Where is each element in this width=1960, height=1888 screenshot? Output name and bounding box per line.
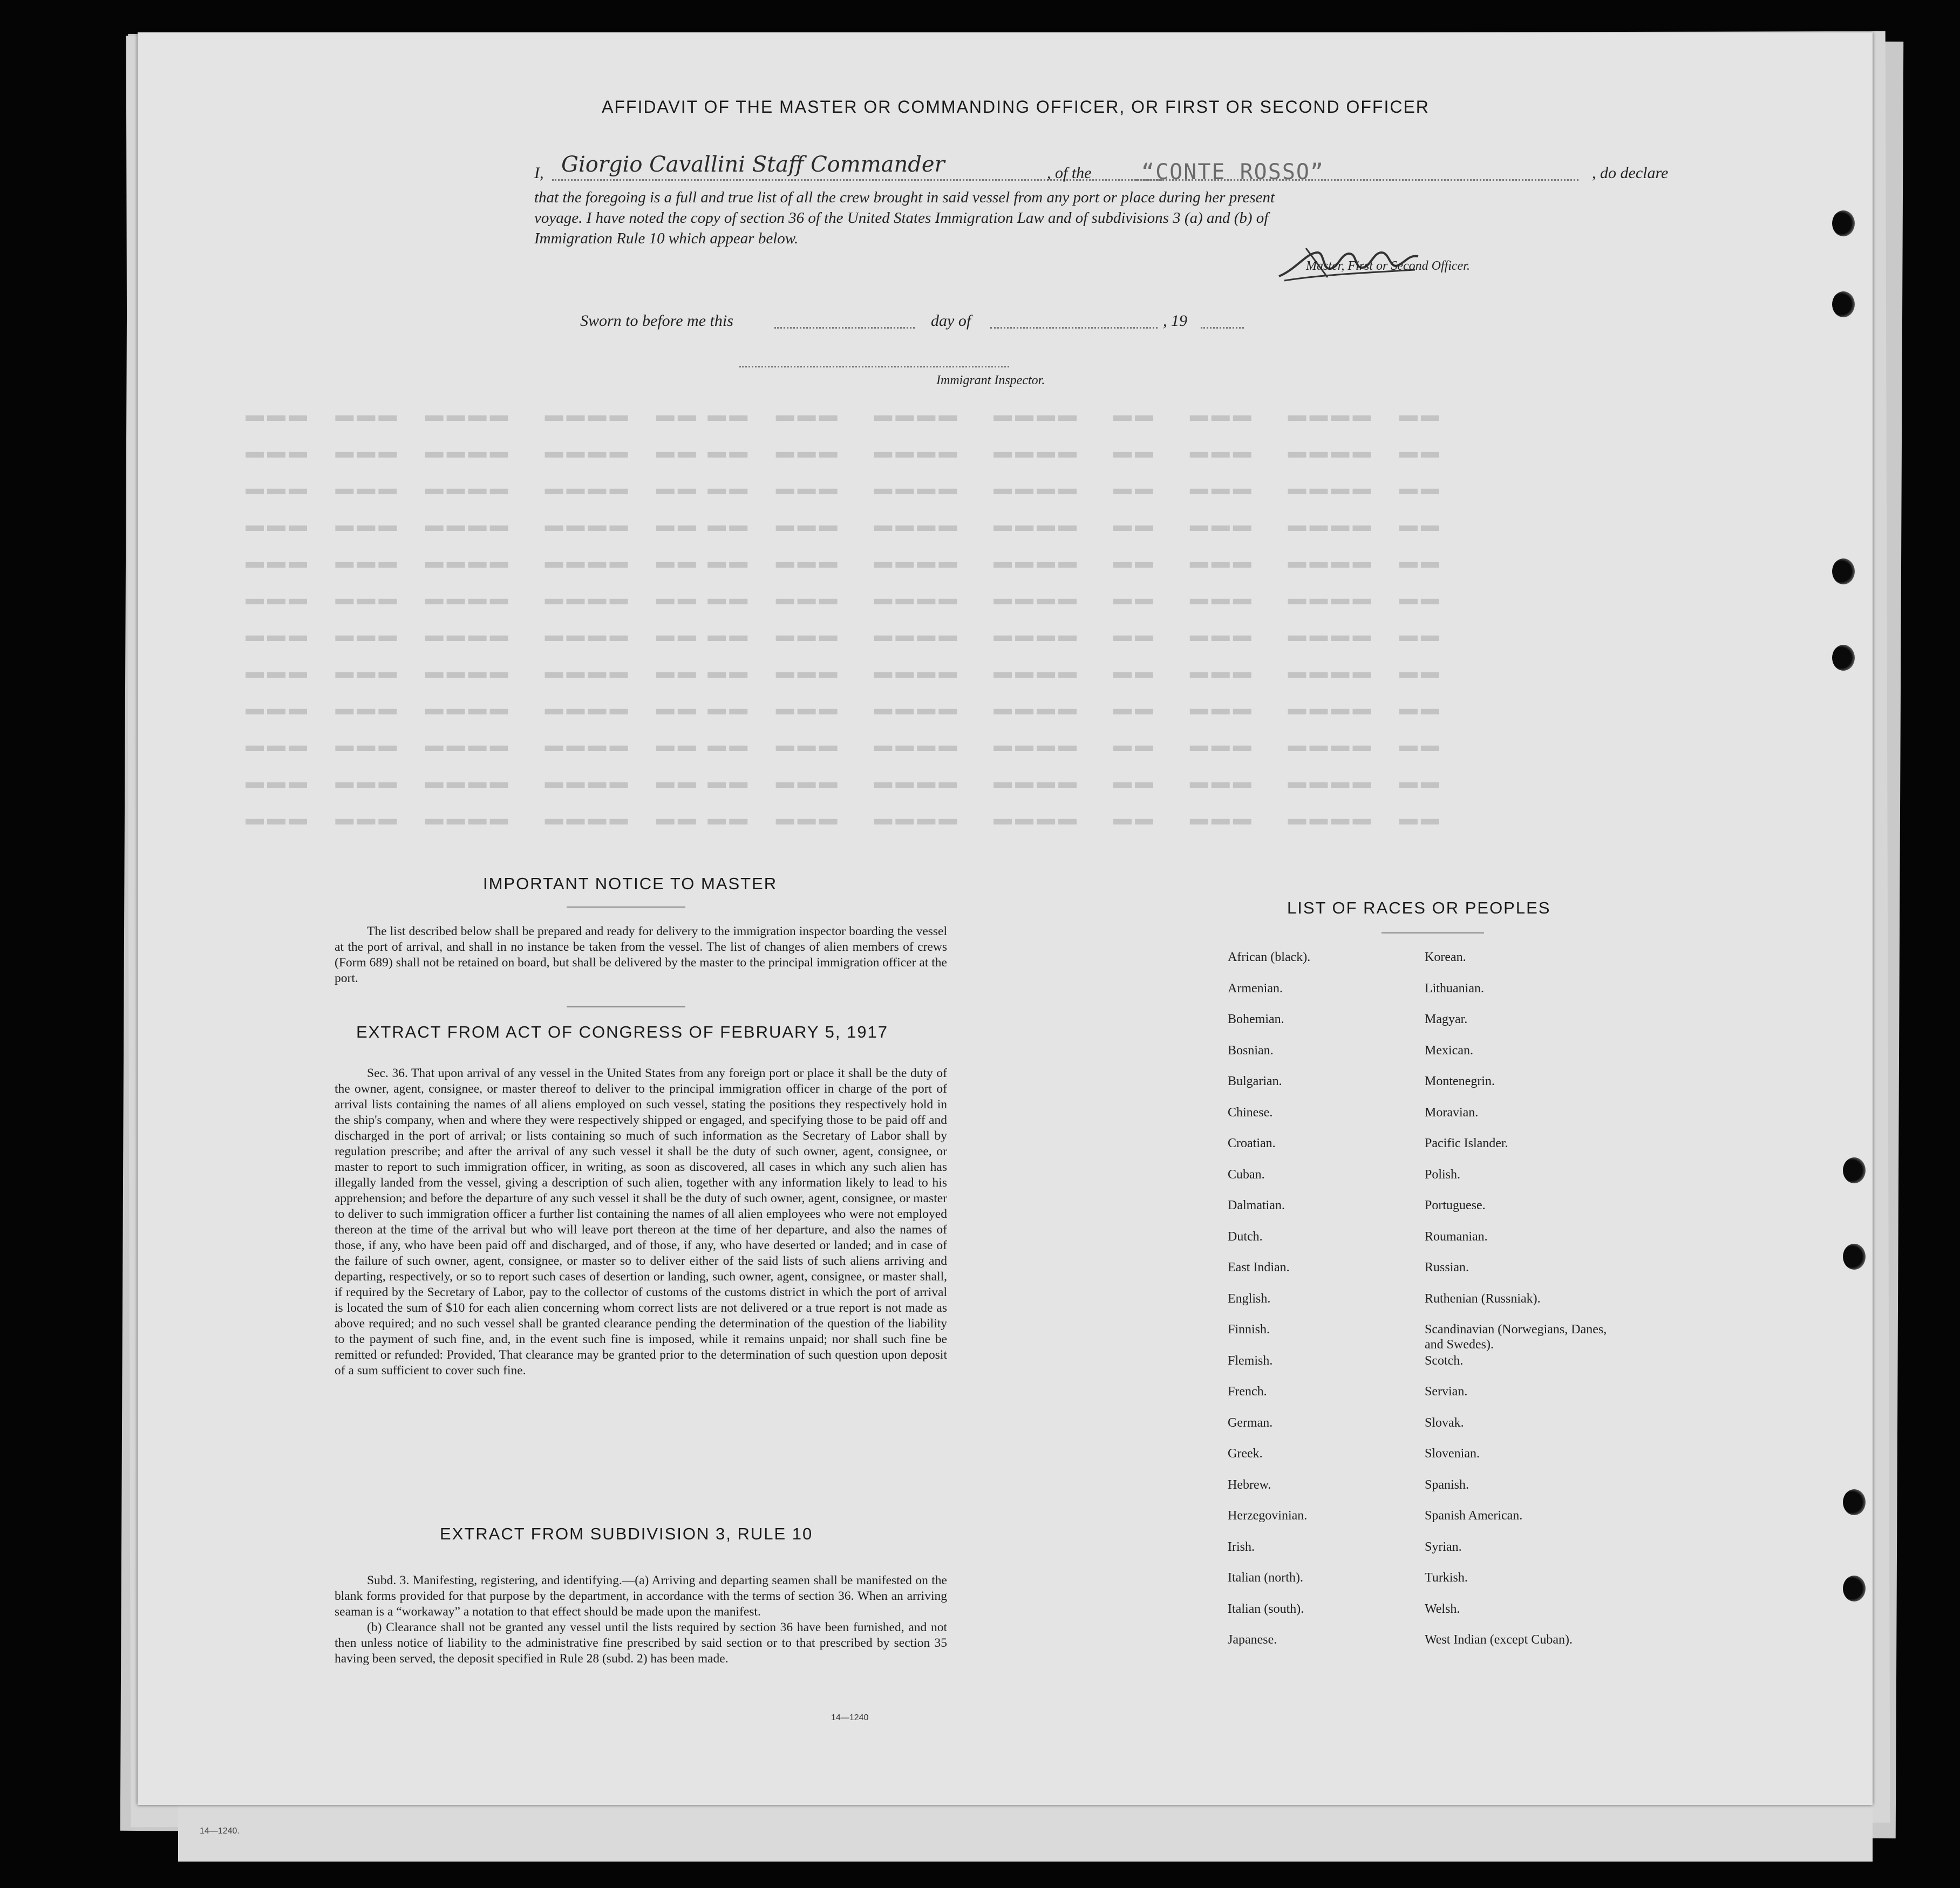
race-item: Herzegovinian. <box>1228 1509 1308 1523</box>
race-item: East Indian. <box>1228 1260 1290 1274</box>
section-36-paragraph: Sec. 36. That upon arrival of any vessel in the United States from any foreign port or place it shall be the duty of the owner, agent, consignee, or master thereof to deliver to the principal immigration officer in charge of the port of arrival lists containing the names of all aliens employed on such vessel, stating the positions they respectively hold in the ship's company, when and where they were respectively shipped or engaged, and specifying those to be paid off and discharged in the port of arrival; or lists containing so much of such information as the Secretary of Labor shall by regulation prescribe; and after the arrival of any such vessel it shall be the duty of such owner, agent, consignee, or master to report to such immigration officer, in writing, as soon as discovered, all cases in which any such alien has illegally landed from the vessel, giving a description of such alien, together with any information likely to lead to his apprehension; and before the departure of any such vessel it shall be the duty of such owner, agent, consignee, or master to deliver to such immigration officer a further list containing the names of all alien employees who were not employed thereon at the time of the arrival but who will leave port thereon at the time of her departure, and also the names of those, if any, who have been paid off and discharged, and of those, if any, who have deserted or landed; and in case of the failure of such owner, agent, consignee, or master so to deliver either of the said lists of such aliens arriving and departing, respectively, or so to report such cases of desertion or landing, such owner, agent, consignee, or master shall, if required by the Secretary of Labor, pay to the collector of customs of the customs district in which the port of arrival is located the sum of $10 for each alien concerning whom correct lists are not delivered or a true report is not made as above required; and no such vessel shall be granted clearance pending the determination of the question of the liability to the payment of such fine, and, in the event such fine is imposed, while it remains unpaid; nor shall such fine be remitted or refunded: Provided, That clearance may be granted prior to the determination of such question upon deposit of a sum sufficient to cover such fine. <box>335 1066 947 1378</box>
act-extract-title: EXTRACT FROM ACT OF CONGRESS OF FEBRUARY 5, 1917 <box>356 1023 889 1041</box>
race-item: Polish. <box>1425 1167 1461 1182</box>
race-item: Pacific Islander. <box>1425 1136 1508 1150</box>
subdivision-a-paragraph: Subd. 3. Manifesting, registering, and identifying.—(a) Arriving and departing seamen shall be manifested on the blank forms provided for that purpose by the department, in accordance with the terms of section 36. When an arriving seaman is a “workaway” a notation to that effect should be made upon the manifest. <box>335 1573 947 1619</box>
race-item: Finnish. <box>1228 1323 1270 1337</box>
subdivision-b-paragraph: (b) Clearance shall not be granted any vessel until the lists required by section 36 have been furnished, and not then unless notice of liability to the administrative fine prescribed by said section or to that prescribed by section 35 having been served, the deposit specified in Rule 28 (subd. 2) has been made. <box>335 1620 947 1666</box>
race-item: Spanish American. <box>1425 1509 1523 1523</box>
punch-hole <box>1843 1489 1866 1515</box>
race-item: West Indian (except Cuban). <box>1425 1633 1573 1647</box>
race-item: Dutch. <box>1228 1229 1263 1244</box>
affidavit-line-2: that the foregoing is a full and true list of all the crew brought in said vessel from any port or place during her present <box>534 189 1275 206</box>
race-item: Mexican. <box>1425 1043 1473 1058</box>
affidavit-prefix: I, <box>534 164 544 182</box>
notice-paragraph: The list described below shall be prepared and ready for delivery to the immigration inspector boarding the vessel at the port of arrival, and shall in no instance be taken from the vessel. The list of changes of alien members of crews (Form 689) shall not be retained on board, but shall be delivered by the master to the principal immigration officer at the port. <box>335 924 947 985</box>
race-item: German. <box>1228 1415 1273 1430</box>
inspector-signature-line <box>739 366 1009 367</box>
document-page: ▬▬▬ ▬▬▬ ▬▬▬▬ ▬▬▬▬ ▬▬ ▬▬ ▬▬▬ ▬▬▬▬ ▬▬▬▬ ▬▬ ▬▬▬ ▬▬▬▬ ▬▬ ▬▬▬ ▬▬▬ ▬▬▬▬ ▬▬▬▬ ▬▬ ▬▬ ▬▬▬ ▬▬▬▬ ▬▬▬▬ ▬▬ ▬▬▬ ▬▬▬▬ ▬▬ ▬▬▬ ▬▬▬ ▬▬▬▬ ▬▬▬▬ ▬▬ ▬▬ ▬▬▬ ▬▬▬▬ ▬▬▬▬ ▬▬ ▬▬▬ ▬▬▬▬ ▬▬ ▬▬▬ ▬▬▬ ▬▬▬▬ ▬▬▬▬ ▬▬ ▬▬ ▬▬▬ ▬▬▬▬ ▬▬▬▬ ▬▬ ▬▬▬ ▬▬▬▬ ▬▬ ▬▬▬ ▬▬▬ ▬▬▬▬ ▬▬▬▬ ▬▬ ▬▬ ▬▬▬ ▬▬▬▬ ▬▬▬▬ ▬▬ ▬▬▬ ▬▬▬▬ ▬▬ ▬▬▬ ▬▬▬ ▬▬▬▬ ▬▬▬▬ ▬▬ ▬▬ ▬▬▬ ▬▬▬▬ ▬▬▬▬ ▬▬ ▬▬▬ ▬▬▬▬ ▬▬ ▬▬▬ ▬▬▬ ▬▬▬▬ ▬▬▬▬ ▬▬ ▬▬ ▬▬▬ ▬▬▬▬ ▬▬▬▬ ▬▬ ▬▬▬ ▬▬▬▬ ▬▬ ▬▬▬ ▬▬▬ ▬▬▬▬ ▬▬▬▬ ▬▬ ▬▬ ▬▬▬ ▬▬▬▬ ▬▬▬▬ ▬▬ ▬▬▬ ▬▬▬▬ ▬▬ ▬▬▬ ▬▬▬ ▬▬▬▬ ▬▬▬▬ ▬▬ ▬▬ ▬▬▬ ▬▬▬▬ ▬▬▬▬ ▬▬ ▬▬▬ ▬▬▬▬ ▬▬ ▬▬▬ ▬▬▬ ▬▬▬▬ ▬▬▬▬ ▬▬ ▬▬ ▬▬▬ ▬▬▬▬ ▬▬▬▬ ▬▬ ▬▬▬ ▬▬▬▬ ▬▬ ▬▬▬ ▬▬▬ ▬▬▬▬ ▬▬▬▬ ▬▬ ▬▬ ▬▬▬ ▬▬▬▬ ▬▬▬▬ ▬▬ ▬▬▬ ▬▬▬▬ ▬▬ ▬▬▬ ▬▬▬ ▬▬▬▬ ▬▬▬▬ ▬▬ ▬▬ ▬▬▬ ▬▬▬▬ ▬▬▬▬ ▬▬ ▬▬▬ ▬▬▬▬ ▬▬ AFFIDAVIT OF THE MASTER OR COMMANDING OFFICER, OR FIRST OR SECOND OFFICER I, Giorgio Cavallini Staff Commander , of the “CONTE ROSSO” , do declare that the foregoing is a full and true list of all the crew brought in said vessel from any port or place during her present voyage. I have noted the copy of section 36 of the United States Immigration Law and of subdivisions 3 (a) and (b) of Immigration Rule 10 which appear below. Master, First or Second Officer. Sworn to before me this day of , 19 Immigrant Inspector. IMPORTANT NOTICE TO MASTER The list described below shall be prepared and ready for delivery to the immigration inspector boarding the vessel at the port of arrival, and shall in no instance be taken from the vessel. The list of changes of alien members of crews (Form 689) shall not be retained on board, but shall be delivered by the master to the principal immigration officer at the port. EXTRACT FROM ACT OF CONGRESS OF FEBRUARY 5, 1917 Sec. 36. That upon arrival of any vessel in the United States from any foreign port or place it shall be the duty of the owner, agent, consignee, or master thereof to deliver to the principal immigration officer in charge of the port of arrival lists containing the names of all aliens employed on such vessel, stating the positions they respectively hold in the ship's company, when and where they were respectively shipped or engaged, and specifying those to be paid off and discharged in the port of arrival; or lists containing so much of such information as the Secretary of Labor shall by regulation prescribe; and after the arrival of any such vessel it shall be the duty of such owner, agent, consignee, or master to report to such immigration officer, in writing, as soon as discovered, all cases in which any such alien has illegally landed from the vessel, giving a description of such alien, together with any information likely to lead to his apprehension; and before the departure of any such vessel it shall be the duty of such owner, agent, consignee, or master to deliver to such immigration officer a further list containing the names of all alien employees who were not employed thereon at the time of the arrival but who will leave port thereon at the time of her departure, and also the names of those, if any, who have been paid off and discharged, and of those, if any, who have deserted or landed; and in case of the failure of such owner, agent, consignee, or master so to deliver either of the said lists of such aliens arriving and departing, respectively, or so to report such cases of desertion or landing, such owner, agent, consignee, or master shall, if required by the Secretary of Labor, pay to the collector of customs of the customs district in which the port of arrival is located the sum of $10 for each alien concerning whom correct lists are not delivered or a true report is not made as above required; and no such vessel shall be granted clearance pending the determination of the question of the liability to the payment of such fine, and, in the event such fine is imposed, while it remains unpaid; nor shall such fine be remitted or refunded: Provided, That clearance may be granted prior to the determination of such question upon deposit of a sum sufficient to cover such fine. EXTRACT FROM SUBDIVISION 3, RULE 10 Subd. 3. Manifesting, registering, and identifying.—(a) Arriving and departing seamen shall be manifested on the blank forms provided for that purpose by the department, in accordance with the terms of section 36. When an arriving seaman is a “workaway” a notation to that effect should be made upon the manifest. (b) Clearance shall not be granted any vessel until the lists required by section 36 have been furnished, and not then unless notice of liability to the administrative fine prescribed by said section or to that prescribed by section 35 having been served, the deposit specified in Rule 28 (subd. 2) has been made. 14—1240 LIST OF RACES OR PEOPLES African (black). Armenian. Bohemian. Bosnian. Bulgarian. Chinese. Croatian. Cuban. Dalmatian. Dutch. East Indian. English. Finnish. Flemish. French. German. Greek. Hebrew. Herzegovinian. Irish. Italian (north). Italian (south). Japanese. Korean. Lithuanian. Magyar. Mexican. Montenegrin. Moravian. Pacific Islander. Polish. Portuguese. Roumanian. Russian. Ruthenian (Russniak). Scandinavian (Norwegians, Danes, and Swedes). Scotch. Servian. Slovak. Slovenian. Spanish. Spanish American. Syrian. Turkish. Welsh. West Indian (except Cuban). <box>138 32 1873 1805</box>
act-extract-body <box>335 1066 947 1379</box>
underlying-page-strip <box>178 1802 1873 1862</box>
sworn-year: , 19 <box>1163 312 1187 330</box>
race-item: Portuguese. <box>1425 1198 1486 1212</box>
officer-name-handwritten: Giorgio Cavallini Staff Commander <box>561 152 945 177</box>
rule-extract-title: EXTRACT FROM SUBDIVISION 3, RULE 10 <box>440 1524 813 1543</box>
race-item: Welsh. <box>1425 1601 1460 1616</box>
sworn-day-line <box>774 327 915 329</box>
race-item: Croatian. <box>1228 1136 1276 1150</box>
notice-title: IMPORTANT NOTICE TO MASTER <box>483 874 778 893</box>
race-item: African (black). <box>1228 950 1311 964</box>
race-item: English. <box>1228 1291 1271 1306</box>
race-item: Slovenian. <box>1425 1447 1480 1461</box>
race-item: Japanese. <box>1228 1633 1277 1647</box>
race-item: Spanish. <box>1425 1477 1469 1492</box>
race-item: Roumanian. <box>1425 1229 1488 1244</box>
punch-hole <box>1832 558 1855 584</box>
race-item: Moravian. <box>1425 1105 1479 1120</box>
race-item: Syrian. <box>1425 1539 1462 1554</box>
affidavit-line-4: Immigration Rule 10 which appear below. <box>534 230 799 247</box>
race-item: Hebrew. <box>1228 1477 1271 1492</box>
races-right-column <box>1425 950 1619 1664</box>
race-item: Bulgarian. <box>1228 1074 1282 1088</box>
sworn-prefix: Sworn to before me this <box>580 312 733 330</box>
vessel-line <box>1136 179 1578 181</box>
race-item: Russian. <box>1425 1260 1469 1274</box>
punch-hole <box>1832 291 1855 317</box>
race-item: Magyar. <box>1425 1012 1468 1026</box>
notice-rule <box>567 906 685 908</box>
affidavit-line-3: voyage. I have noted the copy of section 36 of the United States Immigration Law and of subdivisions 3 (a) and (b) of <box>534 209 1269 227</box>
race-item: Greek. <box>1228 1447 1263 1461</box>
notice-end-rule <box>567 1006 685 1007</box>
inspector-caption: Immigrant Inspector. <box>936 373 1045 387</box>
race-item: Scotch. <box>1425 1353 1464 1368</box>
races-title: LIST OF RACES OR PEOPLES <box>1287 898 1551 917</box>
race-item: French. <box>1228 1385 1267 1399</box>
race-item: Chinese. <box>1228 1105 1273 1120</box>
race-item: Dalmatian. <box>1228 1198 1285 1212</box>
race-item: Italian (north). <box>1228 1571 1303 1585</box>
punch-hole <box>1843 1576 1866 1601</box>
race-item: Armenian. <box>1228 981 1283 996</box>
underlying-form-code: 14—1240. <box>200 1826 240 1836</box>
race-item: Korean. <box>1425 950 1466 964</box>
punch-hole <box>1843 1157 1866 1183</box>
notice-body <box>335 924 947 986</box>
race-item: Turkish. <box>1425 1571 1468 1585</box>
sworn-month-line <box>990 327 1158 329</box>
affidavit-of-the: , of the <box>1047 164 1092 182</box>
race-item: Italian (south). <box>1228 1601 1304 1616</box>
race-item: Bosnian. <box>1228 1043 1274 1058</box>
form-number: 14—1240 <box>831 1713 869 1722</box>
races-left-column <box>1228 950 1310 1664</box>
sworn-year-line <box>1201 327 1244 329</box>
vessel-name-stamp: “CONTE ROSSO” <box>1141 160 1325 185</box>
race-item: Scandinavian (Norwegians, Danes, and Swedes). <box>1425 1323 1607 1352</box>
affidavit-title: AFFIDAVIT OF THE MASTER OR COMMANDING OFFICER, OR FIRST OR SECOND OFFICER <box>602 97 1430 117</box>
punch-hole <box>1843 1244 1866 1270</box>
punch-hole <box>1832 210 1855 236</box>
race-item: Servian. <box>1425 1385 1468 1399</box>
signature-caption: Master, First or Second Officer. <box>1306 259 1470 273</box>
races-rule <box>1381 932 1484 933</box>
race-item: Ruthenian (Russniak). <box>1425 1291 1541 1306</box>
race-item: Cuban. <box>1228 1167 1265 1182</box>
race-item: Slovak. <box>1425 1415 1464 1430</box>
race-item: Flemish. <box>1228 1353 1273 1368</box>
race-item: Irish. <box>1228 1539 1255 1554</box>
rule-extract-body <box>335 1573 947 1667</box>
race-item: Montenegrin. <box>1425 1074 1495 1088</box>
race-item: Lithuanian. <box>1425 981 1484 996</box>
punch-hole <box>1832 645 1855 671</box>
sworn-day-of: day of <box>931 312 971 330</box>
affidavit-declare: , do declare <box>1592 164 1669 182</box>
race-item: Bohemian. <box>1228 1012 1284 1026</box>
